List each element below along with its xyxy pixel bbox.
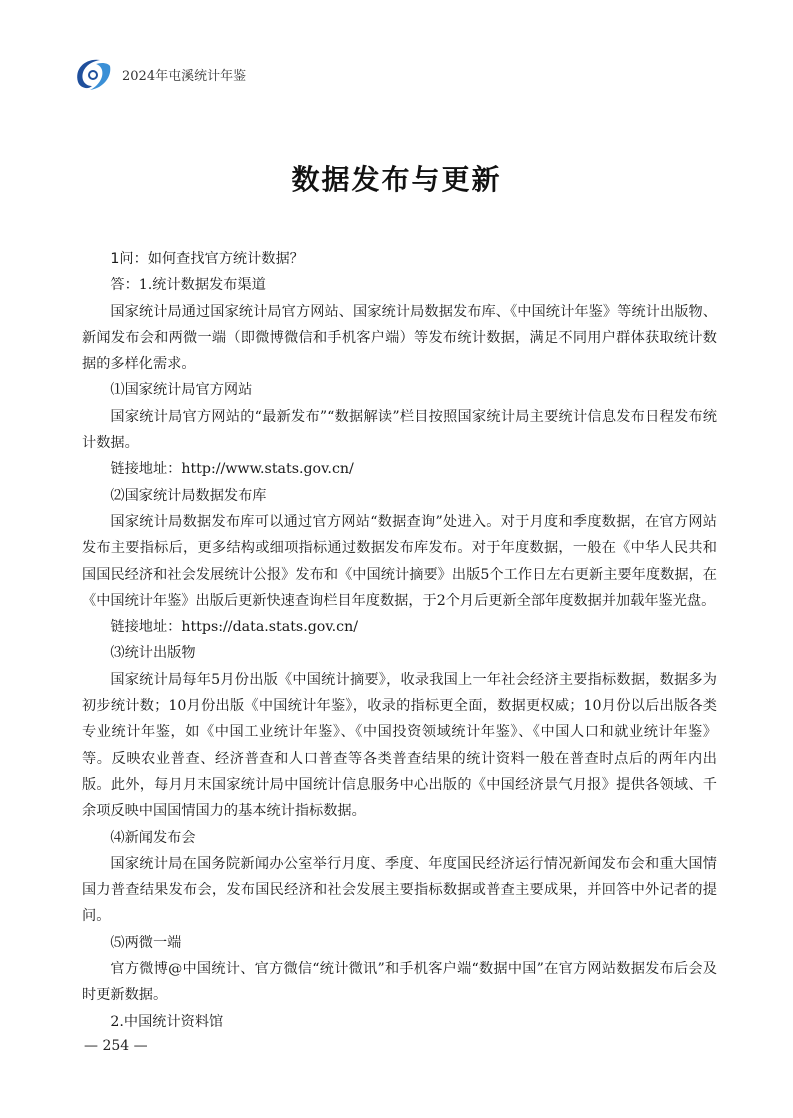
question-heading: 1问：如何查找官方统计数据？ bbox=[110, 251, 304, 267]
subheading: ⑵国家统计局数据发布库 bbox=[110, 487, 267, 504]
paragraph: 国家统计局官方网站的“最新发布”“数据解读”栏目按照国家统计局主要统计信息发布日程发布统计数据。 bbox=[82, 408, 717, 452]
section-heading: 2.中国统计资料馆 bbox=[110, 1013, 224, 1030]
subheading: ⑶统计出版物 bbox=[110, 645, 196, 662]
link-address: 链接地址：http://www.stats.gov.cn/ bbox=[110, 461, 354, 478]
running-header-title: 2024年屯溪统计年鉴 bbox=[122, 68, 247, 84]
paragraph: 国家统计局在国务院新闻办公室举行月度、季度、年度国民经济运行情况新闻发布会和重大国情国力普查结果发布会，发布国民经济和社会发展主要指标数据或普查主要成果，并回答中外记者的提问。 bbox=[82, 855, 717, 925]
subheading: ⑷新闻发布会 bbox=[110, 829, 196, 846]
body-text bbox=[82, 246, 717, 1035]
paragraph: 国家统计局通过国家统计局官方网站、国家统计局数据发布库、《中国统计年鉴》等统计出版物、新闻发布会和两微一端（即微博微信和手机客户端）等发布统计数据，满足不同用户群体获取统计数据的多样化需求。 bbox=[82, 303, 717, 373]
link-address: 链接地址：https://data.stats.gov.cn/ bbox=[110, 619, 359, 636]
page-number: — 254 — bbox=[84, 1038, 148, 1054]
paragraph: 官方微博@中国统计、官方微信“统计微讯”和手机客户端“数据中国”在官方网站数据发布后会及时更新数据。 bbox=[82, 961, 717, 1004]
answer-heading: 答：1.统计数据发布渠道 bbox=[110, 277, 266, 294]
paragraph: 国家统计局数据发布库可以通过官方网站“数据查询”处进入。对于月度和季度数据，在官方网站发布主要指标后，更多结构或细项指标通过数据发布库发布。对于年度数据，一般在《中华人民共和国国民经济和社会发展统计公报》发布和《中国统计摘要》出版5个工作日左右更新主要年度数据，在《中国统计年鉴》出版后更新快速查询栏目年度数据，于2个月后更新全部年度数据并加载年鉴光盘。 bbox=[82, 513, 717, 609]
subheading: ⑴国家统计局官方网站 bbox=[110, 382, 253, 399]
yearbook-logo-icon bbox=[70, 56, 114, 92]
subheading: ⑸两微一端 bbox=[110, 934, 182, 951]
page-title: 数据发布与更新 bbox=[291, 163, 502, 196]
running-header bbox=[70, 56, 246, 92]
paragraph: 国家统计局每年5月份出版《中国统计摘要》，收录我国上一年社会经济主要指标数据，数据多为初步统计数；10月份出版《中国统计年鉴》，收录的指标更全面，数据更权威；10月份以后出版各类专业统计年鉴，如《中国工业统计年鉴》、《中国投资领域统计年鉴》、《中国人口和就业统计年鉴》等。反映农业普查、经济普查和人口普查等各类普查结果的统计资料一般在普查时点后的两年内出版。此外，每月月末国家统计局中国统计信息服务中心出版的《中国经济景气月报》提供各领域、千余项反映中国国情国力的基本统计指标数据。 bbox=[82, 671, 717, 820]
